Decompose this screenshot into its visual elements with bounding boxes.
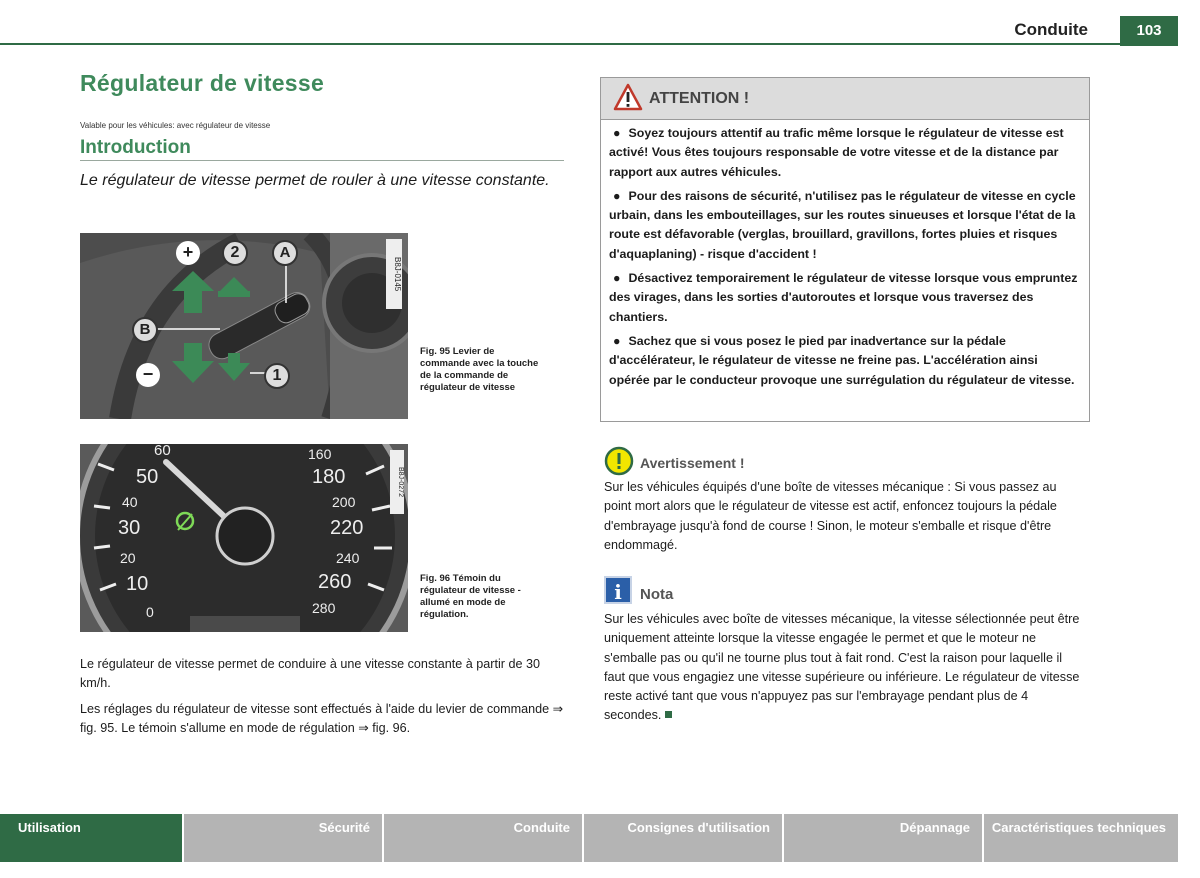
bullet-icon: ● (613, 333, 621, 348)
subtitle-rule (80, 160, 564, 161)
attention-item (609, 269, 1081, 327)
speed-label-200: 200 (332, 494, 356, 510)
tab-depannage[interactable]: Dépannage (784, 814, 982, 862)
section-subtitle: Introduction (80, 137, 191, 158)
info-icon: i (604, 576, 632, 604)
speed-label-160: 160 (308, 446, 332, 462)
callout-1: 1 (264, 363, 290, 389)
tab-consignes[interactable]: Consignes d'utilisation (584, 814, 782, 862)
speed-label-30: 30 (118, 517, 141, 539)
validity-note: Valable pour les véhicules: avec régulateur de vitesse (80, 121, 271, 130)
body-paragraph: Les réglages du régulateur de vitesse sont effectués à l'aide du levier de commande ⇒ fig. 95. Le témoin s'allume en mode de régulation ⇒ fig. 96. (80, 702, 564, 735)
nota-text (604, 610, 1084, 726)
attention-item-text: Désactivez temporairement le régulateur de vitesse lorsque vous empruntez des virages, dans les sorties d'autoroutes et lorsque vous traversez des chantiers. (609, 271, 1078, 324)
footer-navigation (0, 814, 1180, 862)
speed-label-240: 240 (336, 550, 360, 566)
minus-marker: − (136, 363, 160, 387)
tab-utilisation[interactable]: Utilisation (0, 814, 182, 862)
speed-label-60: 60 (154, 444, 171, 459)
tab-conduite[interactable]: Conduite (384, 814, 582, 862)
attention-item-text: Pour des raisons de sécurité, n'utilisez pas le régulateur de vitesse en cycle urbain, dans les embouteillages, sur les routes sinueuses et lorsque l'état de la route est défavorable (verglas, brouillard, gravillons, fortes pluies et risques d'aquaplaning) - risque d'accident ! (609, 188, 1076, 261)
tab-securite[interactable]: Sécurité (184, 814, 382, 862)
attention-item (609, 332, 1081, 390)
body-paragraph: Le régulateur de vitesse permet de conduire à une vitesse constante à partir de 30 km/h. (80, 657, 540, 690)
callout-a: A (272, 240, 298, 266)
bullet-icon: ● (613, 271, 621, 286)
speed-label-220: 220 (330, 517, 364, 539)
plus-marker: + (176, 241, 200, 265)
bullet-icon: ● (613, 188, 621, 203)
exclamation-circle-icon (604, 446, 634, 476)
warning-title: Avertissement ! (640, 455, 745, 471)
running-header-section: Conduite (1014, 20, 1088, 39)
speed-label-0: 0 (146, 604, 154, 620)
warning-text: Sur les véhicules équipés d'une boîte de vitesses mécanique : Si vous passez au point mort alors que le régulateur de vitesse est actif, enfoncez toujours la pédale d'embrayage jusqu'à fond de course ! Sinon, le moteur s'emballe et risque d'être endommagé. (604, 480, 1057, 552)
warning-triangle-icon (613, 83, 643, 111)
nota-title: Nota (640, 586, 674, 603)
figure-96-caption: Fig. 96 Témoin du régulateur de vitesse - allumé en mode de régulation. (420, 573, 521, 620)
attention-item-text: Soyez toujours attentif au trafic même lorsque le régulateur de vitesse est activé! Vous êtes toujours responsable de votre vitesse et de la distance par rapport aux autres véhicules. (609, 126, 1064, 179)
speed-label-280: 280 (312, 600, 336, 616)
callout-2: 2 (222, 240, 248, 266)
attention-item (609, 124, 1081, 182)
figure-96-speedometer (80, 444, 408, 632)
attention-title: ATTENTION ! (649, 90, 750, 107)
figure-code: B8J-0272 (390, 450, 404, 514)
speed-label-180: 180 (312, 466, 346, 488)
attention-header (601, 78, 1089, 120)
speed-label-260: 260 (318, 571, 352, 593)
attention-item (609, 187, 1081, 264)
page-number: 103 (1120, 16, 1178, 46)
page-title: Régulateur de vitesse (80, 70, 325, 96)
figure-95-caption: Fig. 95 Levier de commande avec la touche de la commande de régulateur de vitesse (420, 346, 539, 393)
callout-b: B (132, 317, 158, 343)
figure-code: B8J-0145 (386, 239, 402, 309)
speed-label-40: 40 (122, 494, 138, 510)
bullet-icon: ● (613, 126, 621, 140)
header-rule (0, 43, 1120, 45)
tab-caracteristiques[interactable]: Caractéristiques techniques (984, 814, 1178, 862)
speed-label-50: 50 (136, 466, 159, 488)
end-of-section-icon (665, 711, 672, 718)
attention-box (600, 77, 1090, 422)
lead-paragraph: Le régulateur de vitesse permet de rouler à une vitesse constante. (80, 172, 550, 189)
speed-label-10: 10 (126, 573, 149, 595)
nota-text-content: Sur les véhicules avec boîte de vitesses mécanique, la vitesse sélectionnée peut être uniquement atteinte lorsque la vitesse engagée le permet et que le moteur ne s'emballe pas ou qu'il ne tourne plus tout à fait rond. C'est la raison pour laquelle il faut que vous engagiez une vitesse supérieure ou inférieure. Le régulateur de vitesse reste activé tant que vous n'appuyez pas sur l'embrayage pendant plus de 4 secondes. (604, 612, 1080, 723)
attention-item-text: Sachez que si vous posez le pied par inadvertance sur la pédale d'accélérateur, le régulateur de vitesse ne freine pas. L'accélération ainsi opérée par le conducteur provoque une surrégulation du régulateur de vitesse. (609, 333, 1075, 387)
attention-body (601, 120, 1089, 390)
figure-95-control-stalk (80, 233, 408, 419)
speed-label-20: 20 (120, 550, 136, 566)
